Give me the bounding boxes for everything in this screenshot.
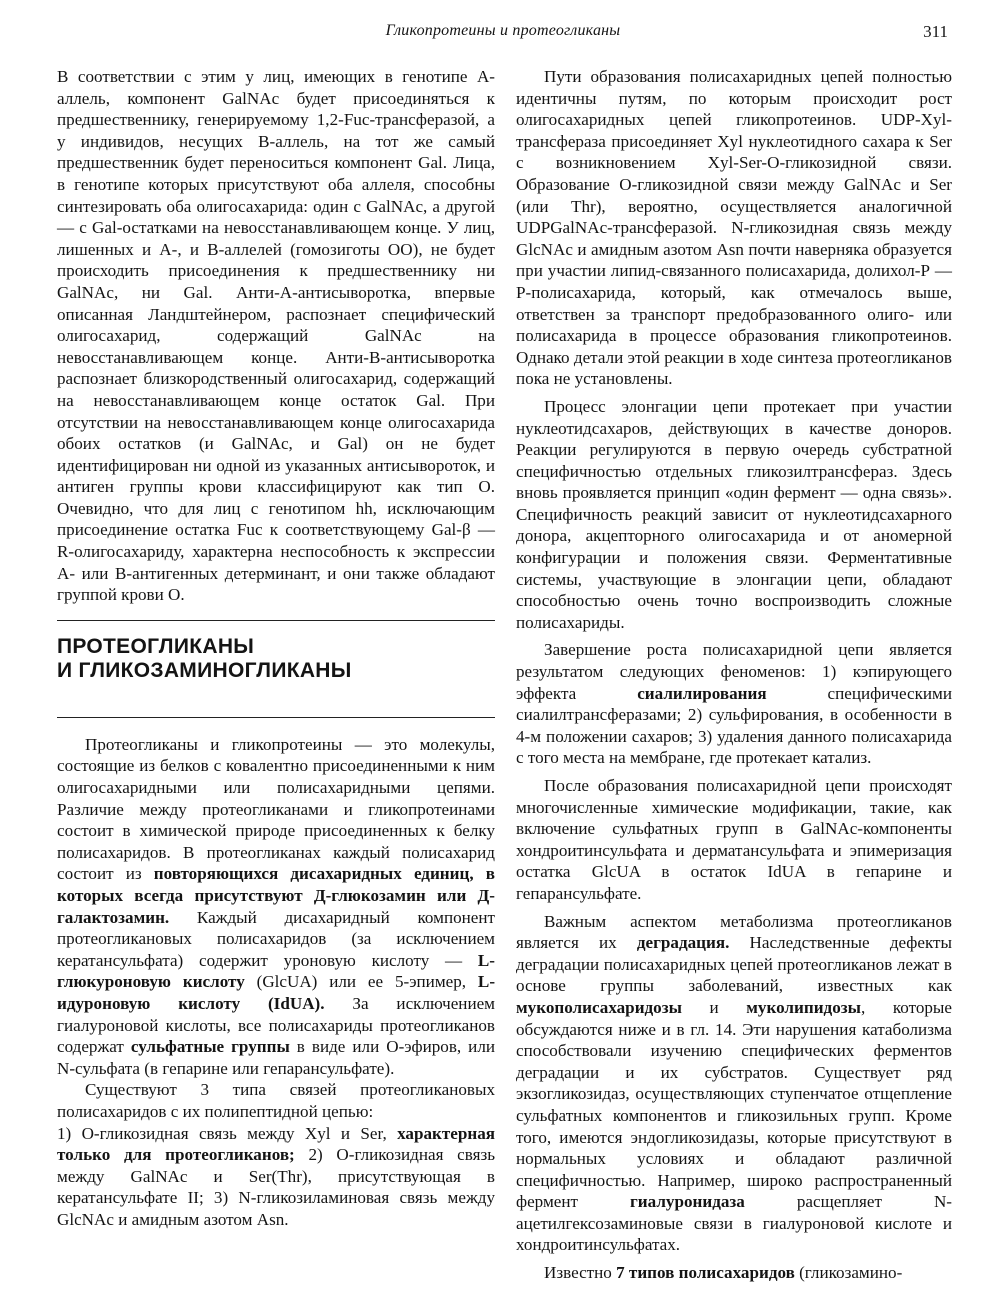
bold-term: повторяющихся дисахаридных единиц, в которых всегда присутствуют Д-глюкозамин или Д-галактозамин. <box>57 864 495 927</box>
left-column <box>57 66 495 1231</box>
text-run: Важным аспектом метаболизма протеогликанов является их <box>516 911 952 953</box>
paragraph: Пути образования полисахаридных цепей полностью идентичны путям, по которым происходит рост олигосахаридных цепей гликопротеинов. UDP-Xyl-трансфераза присоединяет Xyl нуклеотидного сахара к Ser с возникновением Xyl-Ser-О-гликозидной связи. Образование О-гликозидной связи между GalNAc и Ser (или Thr), вероятно, осуществляется аналогичной UDPGalNAc-трансферазой. N-гликозидная связь между GlcNAc и амидным азотом Asn почти наверняка образуется при участии липид-связанного полисахарида, долихол-Р — Р-полисахарида, который, как отмечалось выше, ответствен за транспорт предобразованного олиго- или полисахарида в процессе образования гликопротеинов. Однако детали этой реакции в ходе синтеза протеогликанов пока не установлены. <box>516 67 952 389</box>
text-run: , которые обсуждаются ниже и в гл. 14. Эти нарушения катаболизма способствовали изучению специфических ферментов деградации и их субстратов. Существует ряд экзогликозидаз, осуществляющих ступенчатое отщепление сульфатных компонентов и гликозильных групп. Кроме того, имеются эндогликозидазы, которые присутствуют в нормальных условиях и обладают различной специфичностью. Например, широко распространенный фермент <box>516 997 952 1212</box>
paragraph: После образования полисахаридной цепи происходят многочисленные химические модификации, такие, как включение сульфатных групп в GalNAc-компоненты хондроитинсульфата и дерматансульфата и эпимеризация остатка GlcUA в остаток IdUA в гепарине и гепарансульфате. <box>516 776 952 903</box>
bold-term: сиалилирования <box>637 683 767 703</box>
text-run: расщепляет N-ацетилгексозаминовые связи в гиалуроновой кислоте и хондроитинсульфатах. <box>516 1192 953 1255</box>
bold-term: L-глюкуроновую кислоту <box>57 950 495 992</box>
bold-term: 7 типов полисахаридов <box>616 1263 795 1283</box>
section-bottom-rule <box>57 717 495 718</box>
bold-term: L-идуроновую кислоту (IdUA). <box>57 972 496 1013</box>
paragraph: Процесс элонгации цепи протекает при участии нуклеотидсахаров, действующих в качестве доноров. Реакции регулируются в первую очередь субстратной специфичностью отдельных гликозилтрансфераз. Здесь вновь проявляется принцип «один фермент — одна связь». Специфичность реакций зависит от нуклеотидсахарного донора, акцепторного олигосахарида и от аномерной конфигурации и положения связи. Ферментативные системы, участвующие в элонгации цепи, обладают способностью очень точно воспроизводить сложные полисахариды. <box>516 396 952 632</box>
section-heading <box>57 635 495 683</box>
paragraph <box>57 734 495 1080</box>
text-run: Завершение роста полисахаридной цепи является результатом следующих феноменов: 1) кэпирующего эффекта <box>516 640 952 703</box>
text-run: и <box>681 997 747 1017</box>
page-number: 311 <box>923 22 948 41</box>
paragraph: Существуют 3 типа связей протеогликановых полисахаридов с их полипептидной цепью: <box>57 1080 495 1121</box>
text-run: За исключением гиалуроновой кислоты, все полисахариды протеогликанов содержат <box>57 993 495 1057</box>
running-title: Гликопротеины и протеогликаны <box>385 22 621 39</box>
paragraph <box>516 639 952 769</box>
intro-paragraph: В соответствии с этим у лиц, имеющих в генотипе А-аллель, компонент GalNAc будет присоединяться к предшественнику, генерируемому 1,2-Fuc-трансферазой, а у индивидов, несущих В-аллель, на тот же самый предшественник будет переноситься компонент Gal. Лица, в генотипе которых присутствуют оба аллеля, способны синтезировать оба олигосахарида: один с GalNAc, а другой — с Gal-остатками на невосстанавливающем конце. У лиц, лишенных и А-, и В-аллелей (гомозиготы OO), не будет происходить присоединения к предшественнику ни GalNAc, ни Gal. Анти-А-антисыворотка, впервые описанная Ландштейнером, распознает специфический олигосахарид, содержащий GalNAc на невосстанавливающем конце. Анти-В-антисыворотка распознает близкородственный олигосахарид, содержащий на невосстанавливающем конце остаток Gal. При отсутствии на невосстанавливающем конце олигосахарида обоих остатков (и GalNAc, и Gal) он не будет идентифицирован ни одной из указанных антисывороток, и антиген группы крови классифицируют как тип О. Очевидно, что для лиц с генотипом hh, исключающим присоединение остатка Fuc к соответствующему Gal-β — R-олигосахариду, характерна неспособность к экспрессии А- или В-антигенных детерминант, и они также обладают группой крови О. <box>57 67 495 605</box>
section-top-rule <box>57 620 495 621</box>
right-column <box>516 66 952 1290</box>
text-run: Наследственные дефекты деградации полисахаридных цепей протеогликанов лежат в основе группы заболеваний, известных как <box>516 933 953 996</box>
section-heading-line1: ПРОТЕОГЛИКАНЫ <box>57 634 255 658</box>
text-run: (гликозамино- <box>794 1263 903 1283</box>
bold-term: гиалуронидаза <box>630 1192 745 1212</box>
section-heading-line2: И ГЛИКОЗАМИНОГЛИКАНЫ <box>57 658 352 682</box>
bold-term: мукополисахаридозы <box>516 997 682 1017</box>
bold-term: характерная только для протеогликанов; <box>57 1123 495 1165</box>
page-header <box>0 22 1006 46</box>
paragraph <box>516 911 952 1257</box>
text-run: в виде или О-эфиров, или N-сульфата (в гепарине или гепарансульфате). <box>57 1037 496 1078</box>
text-run: Каждый дисахаридный компонент протеогликановых полисахаридов (за исключением кератансульфата) содержит уроновую кислоту — <box>57 907 495 970</box>
bold-term: муколипидозы <box>746 997 861 1017</box>
text-run: Известно <box>544 1263 617 1283</box>
bold-term: сульфатные группы <box>130 1037 290 1057</box>
text-run: 1) О-гликозидная связь между Xyl и Ser, <box>57 1123 398 1143</box>
text-run: (GlcUA) или ее 5-эпимер, <box>244 972 478 992</box>
paragraph <box>57 1123 495 1231</box>
text-run: специфическими сиалилтрансферазами; 2) сульфирования, в особенности в 4-м положении сахаров; 3) удаления данного полисахарида с того места на мембране, где протекает катализ. <box>516 683 953 768</box>
bold-term: деградация. <box>636 933 730 953</box>
text-run: Протеогликаны и гликопротеины — это молекулы, состоящие из белков с ковалентно присоединенными к ним олигосахаридными или полисахаридными цепями. Различие между протеогликанами и гликопротеинами состоит в химической природе присоединенных к белку полисахаридов. В протеогликанах каждый полисахарид состоит из <box>57 734 495 884</box>
text-run: 2) О-гликозидная связь между GalNAc и Ser(Thr), присутствующая в кератансульфате II; 3) N-гликозиламиновая связь между GlcNAc и амидным азотом Asn. <box>57 1145 495 1229</box>
paragraph <box>516 1262 952 1284</box>
